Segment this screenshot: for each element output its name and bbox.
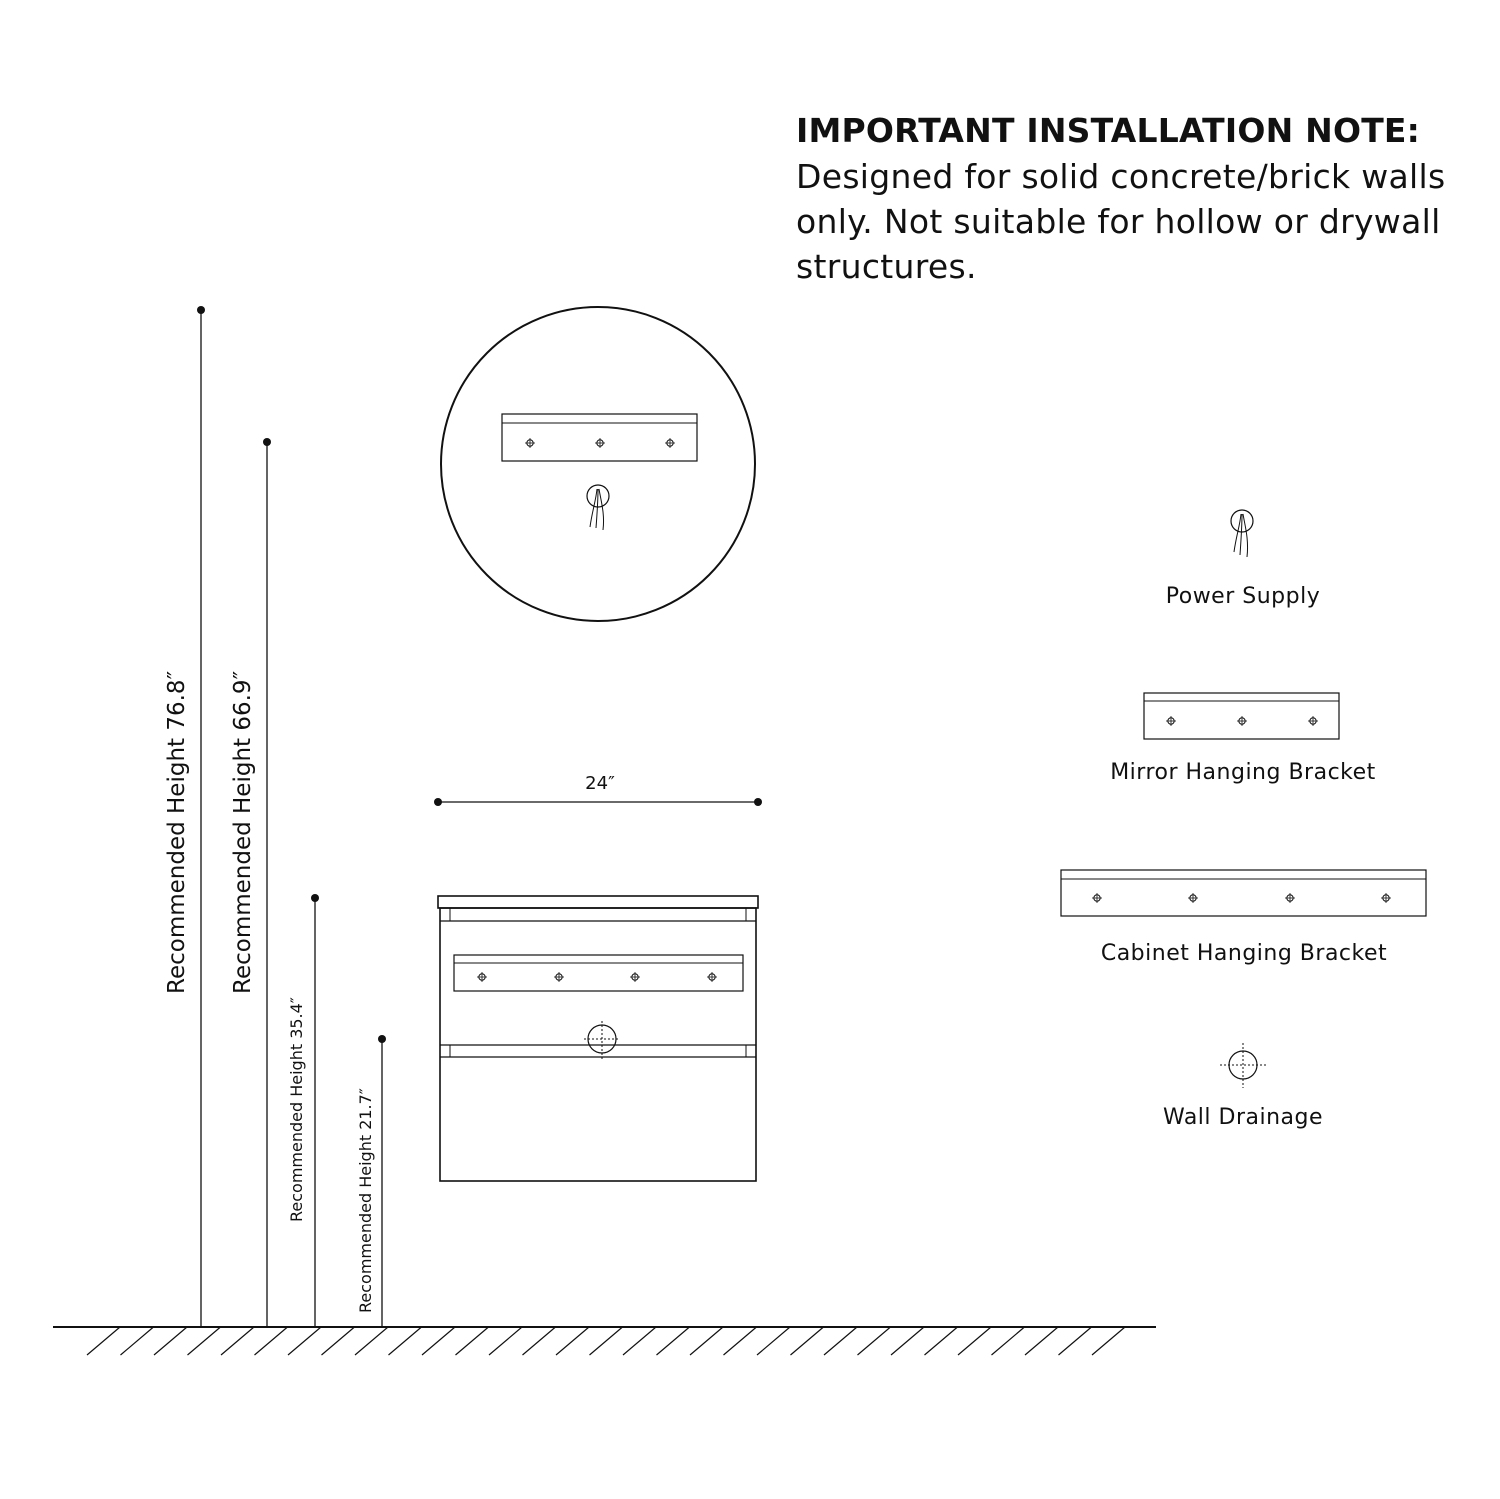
legend [1061,510,1426,1130]
floor-hatch-line [657,1327,690,1355]
vanity-cabinet [438,896,758,1181]
height-dimension-66-9 [230,438,271,1327]
floor-hatch-line [891,1327,924,1355]
height-dimension-21-7 [356,1035,386,1327]
floor-hatch-line [724,1327,757,1355]
cabinet-bracket-label: Cabinet Hanging Bracket [1100,941,1388,966]
height-dimension-76-8 [164,306,205,1327]
floor-hatch-line [757,1327,790,1355]
floor-hatch-line [1059,1327,1092,1355]
height-label-35-4: Recommended Height 35.4″ [287,997,306,1222]
floor-hatch-line [556,1327,589,1355]
floor-hatch-line [355,1327,388,1355]
width-label: 24″ [585,773,615,794]
note-title: IMPORTANT INSTALLATION NOTE: [796,111,1421,150]
floor-hatch-line [992,1327,1025,1355]
floor-hatch-line [858,1327,891,1355]
height-label-76-8: Recommended Height 76.8″ [164,670,190,994]
note-body: Designed for solid concrete/brick walls only. Not suitable for hollow or drywall structures. [796,157,1446,286]
mirror-bracket-in-mirror [502,414,697,461]
floor-hatch-line [121,1327,154,1355]
mirror-bracket-label: Mirror Hanging Bracket [1110,760,1376,785]
height-label-21-7: Recommended Height 21.7″ [356,1088,375,1313]
floor-hatch-line [188,1327,221,1355]
floor-hatch-line [322,1327,355,1355]
floor-hatch-line [489,1327,522,1355]
round-mirror [441,307,755,621]
width-dimension [434,773,762,806]
power-supply-label: Power Supply [1165,584,1321,609]
wall-drainage-label: Wall Drainage [1162,1105,1324,1130]
height-label-66-9: Recommended Height 66.9″ [230,670,256,994]
floor-hatch-line [623,1327,656,1355]
wall-drainage-in-cabinet [584,1021,620,1060]
floor-hatch-line [690,1327,723,1355]
floor [53,1327,1156,1355]
cabinet-bracket-in-cabinet [454,955,743,991]
floor-hatch-line [958,1327,991,1355]
height-dimension-35-4 [287,894,319,1327]
cabinet-bracket-icon [1061,870,1426,916]
floor-hatch-line [1092,1327,1125,1355]
floor-hatch-line [422,1327,455,1355]
floor-hatch-line [523,1327,556,1355]
floor-hatch-line [456,1327,489,1355]
floor-hatch-line [1025,1327,1058,1355]
floor-hatch-line [288,1327,321,1355]
floor-hatch-line [925,1327,958,1355]
floor-hatch-line [590,1327,623,1355]
floor-hatch-line [389,1327,422,1355]
floor-hatch-line [154,1327,187,1355]
floor-hatch-line [87,1327,120,1355]
power-supply-in-mirror [587,485,609,530]
floor-hatch-line [791,1327,824,1355]
power-supply-icon [1231,510,1253,557]
floor-hatch-line [255,1327,288,1355]
wall-drainage-icon [1220,1043,1266,1088]
floor-hatch-line [824,1327,857,1355]
floor-hatch-line [221,1327,254,1355]
mirror-bracket-icon [1144,693,1339,739]
